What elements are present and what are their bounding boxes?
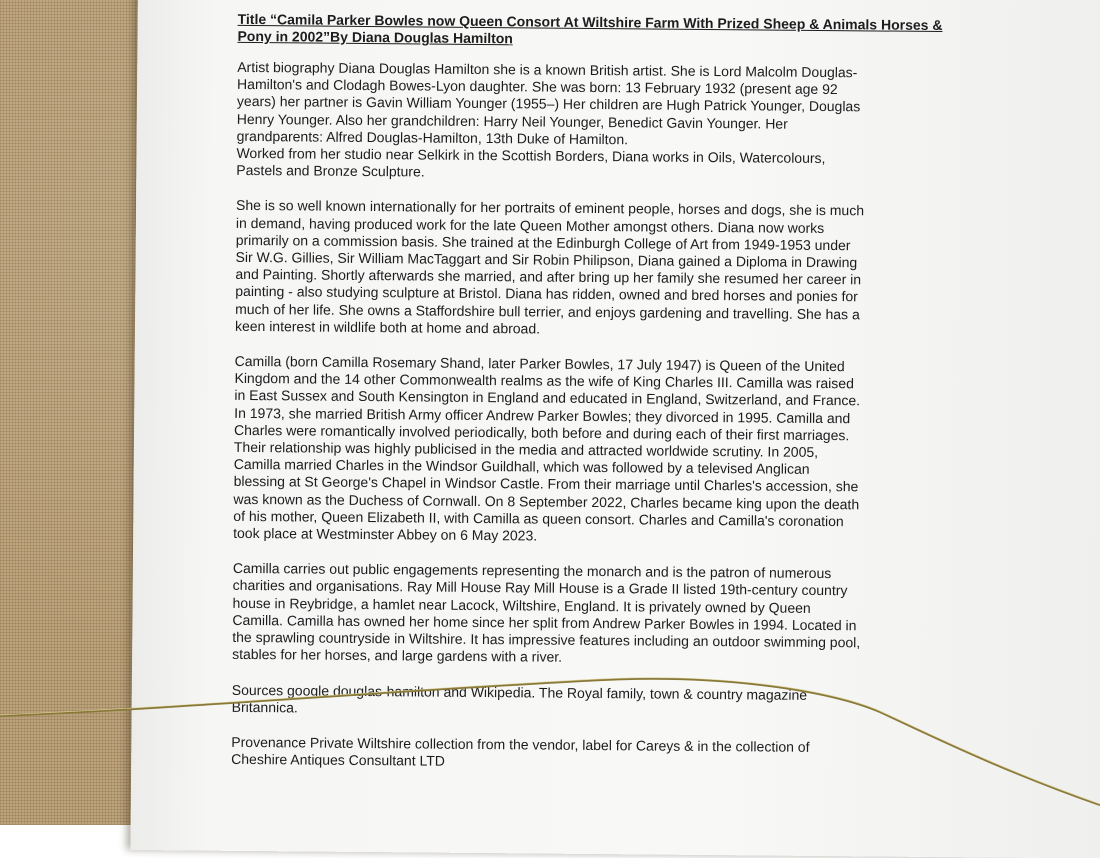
text-line: and Painting. Shortly afterwards she married, and after bring up her family she resumed her career in [235, 266, 862, 288]
text-line: Camilla carries out public engagements representing the monarch and is the patron of numerous [232, 560, 832, 582]
text-line: She is so well known internationally for her portraits of eminent people, horses and dogs, she is much [235, 197, 865, 219]
text-line: Kingdom and the 14 other Commonwealth realms as the wife of King Charles III. Camilla was raised [234, 370, 854, 392]
text-line: was known as the Duchess of Cornwall. On 8 September 2022, Charles became king upon the death [233, 490, 860, 512]
text-line: Camilla married Charles in the Windsor Guildhall, which was followed by a televised Anglican [233, 456, 810, 478]
text-line: Camilla. Camilla has owned her home since her split from Andrew Parker Bowles in 1994. Located in [232, 611, 857, 634]
text-line: Their relationship was highly publicised in the media and attracted worldwide scrutiny. In 2005, [233, 438, 819, 461]
para-career [235, 197, 951, 341]
text-line: the sprawling countryside in Wiltshire. It has impressive features including an outdoor swimming pool, [232, 628, 861, 651]
para-provenance [231, 734, 946, 775]
text-line: in demand, having produced work for the late Queen Mother amongst others. Diana now works [235, 214, 825, 236]
text-line: house in Reybridge, a hamlet near Lacock, Wiltshire, England. It is privately owned by Queen [232, 594, 811, 616]
text-line: primarily on a commission basis. She trained at the Edinburgh College of Art from 1949-1953 under [235, 231, 851, 254]
text-line: blessing at St George's Chapel in Windsor Castle. From their marriage until Charles's accession, she [233, 473, 859, 495]
text-line: took place at Westminster Abbey on 6 May 2023. [233, 524, 538, 544]
text-line: Camilla (born Camilla Rosemary Shand, later Parker Bowles, 17 July 1947) is Queen of the United [234, 352, 845, 375]
para-camilla [233, 353, 950, 548]
text-line: Worked from her studio near Selkirk in the Scottish Borders, Diana works in Oils, Watercolours, [236, 144, 826, 167]
text-line: of his mother, Queen Elizabeth II, with Camilla as queen consort. Charles and Camilla's coronation [233, 507, 844, 530]
para-ray-mill-house [232, 560, 948, 669]
text-line: charities and organisations. Ray Mill House Ray Mill House is a Grade II listed 19th-century country [232, 577, 848, 599]
text-line: much of her life. She owns a Staffordshire bull terrier, and enjoys gardening and travelling. She has a [235, 300, 860, 322]
document-title: Title “Camila Parker Bowles now Queen Consort At Wiltshire Farm With Prized Sheep & Animals Horses & Pony in 2002”By Diana Douglas Hamilton [237, 10, 943, 47]
para-sources [232, 681, 947, 722]
text-line: in East Sussex and South Kensington in England and educated in England, Switzerland, and France. [234, 387, 861, 409]
text-line: Britannica. [231, 698, 298, 716]
text-line: Sir W.G. Gillies, Sir William MacTaggart and Sir Robin Philipson, Diana gained a Diploma in Drawing [235, 248, 858, 271]
paragraph-container [231, 59, 952, 775]
text-line: In 1973, she married British Army officer Andrew Parker Bowles; they divorced in 1995. Camilla and [234, 404, 851, 426]
text-line: Artist biography Diana Douglas Hamilton she is a known British artist. She is Lord Malcolm Douglas- [237, 58, 858, 81]
text-line: stables for her horses, and large gardens with a river. [232, 646, 563, 666]
text-line: Hamilton's and Clodagh Bowes-Lyon daughter. She was born: 13 February 1932 (present age 92 [237, 76, 838, 98]
text-line: Henry Younger. Also her grandchildren: Harry Neil Younger, Benedict Gavin Younger. Her [236, 110, 788, 132]
text-line: painting - also studying sculpture at Bristol. Diana has ridden, owned and bred horses and ponies for [235, 283, 858, 305]
text-line: years) her partner is Gavin William Younger (1955–) Her children are Hugh Patrick Younger, Douglas [236, 93, 861, 115]
text-line: keen interest in wildlife both at home and abroad. [234, 317, 541, 337]
text-line: grandparents: Alfred Douglas-Hamilton, 13th Duke of Hamilton. [236, 127, 629, 148]
text-line: Provenance Private Wiltshire collection from the vendor, label for Careys & in the collection of [231, 733, 810, 755]
text-line: Charles were romantically involved periodically, both before and during each of their first marriages. [234, 421, 850, 444]
para-biography [236, 59, 952, 186]
text-line: Sources google douglas-hamilton and Wikipedia. The Royal family, town & country magazine [231, 681, 808, 703]
paper-sheet [130, 0, 1100, 858]
text-line: Cheshire Antiques Consultant LTD [231, 750, 446, 769]
text-line: Pastels and Bronze Sculpture. [236, 162, 425, 180]
document-body [231, 11, 953, 793]
